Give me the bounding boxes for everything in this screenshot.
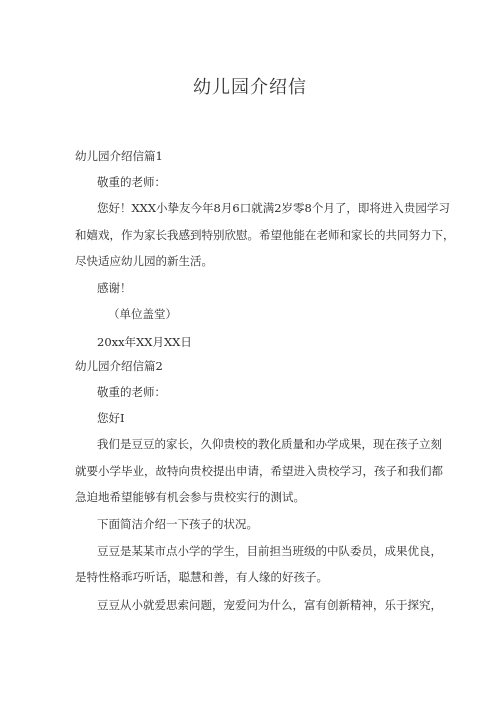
paragraph-line: 豆豆是某某市点小学的学生，目前担当班级的中队委员，成果优良， bbox=[97, 544, 442, 558]
paragraph-line: 我们是豆豆的家长，久仰贵校的教化质量和办学成果，现在孩子立刻 bbox=[97, 437, 442, 451]
paragraph-line: 是特性格乖巧听话，聪慧和善，有人缘的好孩子。 bbox=[75, 570, 328, 584]
section-heading-2: 幼儿园介绍信篇2 bbox=[75, 359, 163, 373]
greeting-line: 您好I bbox=[97, 411, 125, 425]
paragraph-line: 就要小学毕业，故特向贵校提出申请，希望进入贵校学习，孩子和我们都 bbox=[75, 464, 443, 478]
page-title: 幼儿园介绍信 bbox=[193, 77, 307, 98]
thanks-line: 感谢！ bbox=[97, 281, 132, 295]
paragraph-line: 下面简洁介绍一下孩子的状况。 bbox=[97, 517, 258, 531]
salutation-2: 敬重的老师： bbox=[97, 385, 166, 399]
paragraph-line: 尽快适应幼儿园的新生活。 bbox=[75, 254, 213, 268]
seal-line: （单位盖堂） bbox=[108, 307, 177, 321]
section-heading-1: 幼儿园介绍信篇1 bbox=[75, 149, 163, 163]
paragraph-line: 和嬉戏，作为家长我感到特别欣慰。希望他能在老师和家长的共同努力下， bbox=[75, 228, 455, 242]
paragraph-line: 急迫地希望能够有机会参与贵校实行的测试。 bbox=[75, 490, 305, 504]
date-line: 20xx年XX月XX日 bbox=[97, 335, 192, 349]
salutation-1: 敬重的老师： bbox=[97, 175, 166, 189]
paragraph-line: 您好！XXX小挚友今年8月6口就满2岁零8个月了，即将进入贵园学习 bbox=[97, 201, 450, 215]
paragraph-line: 豆豆从小就爱思索问题，宠爱问为什么，富有创新精神，乐于探究， bbox=[97, 598, 442, 612]
